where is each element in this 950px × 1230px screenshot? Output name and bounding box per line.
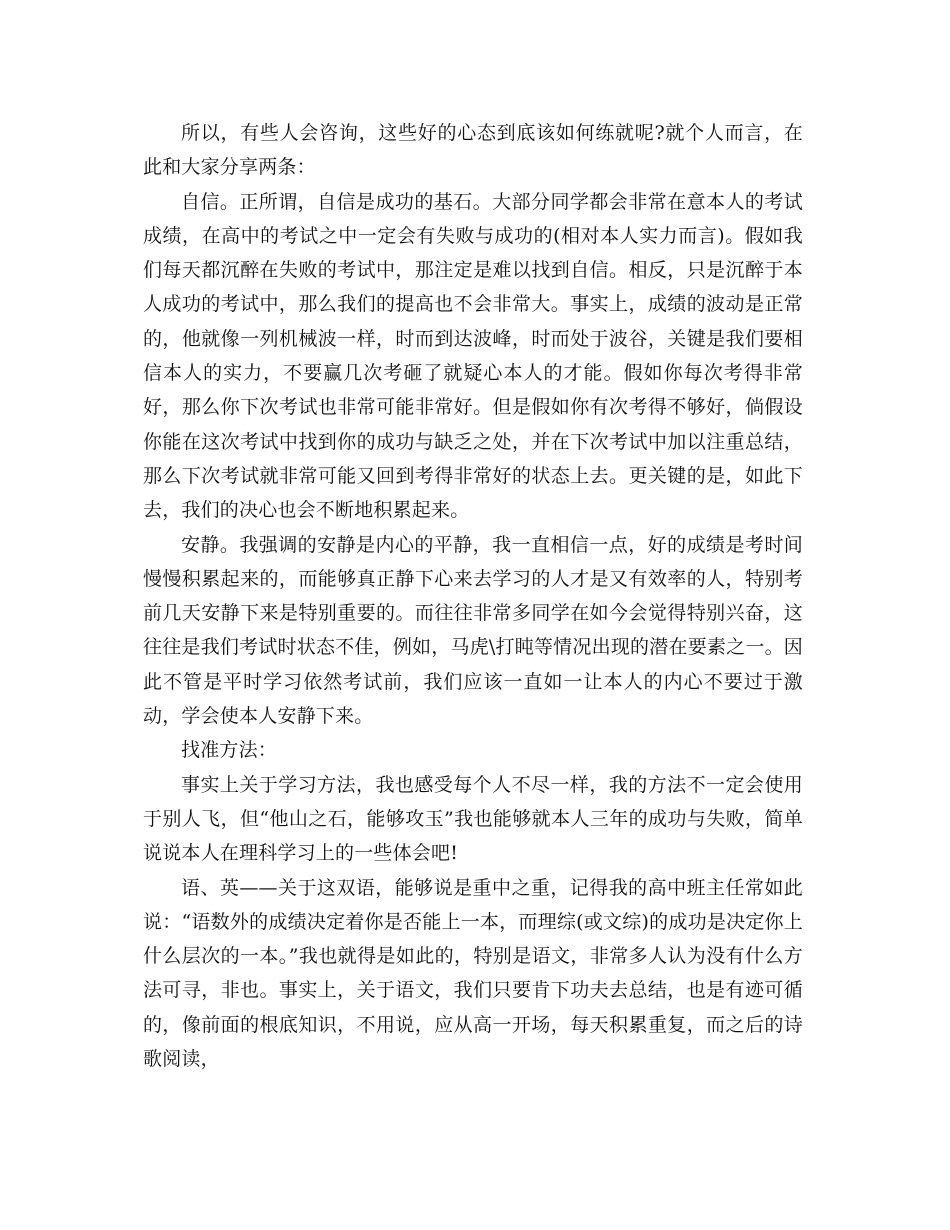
document-body bbox=[143, 116, 803, 1076]
paragraph-calm: 安静。我强调的安静是内心的平静，我一直相信一点，好的成绩是考时间慢慢积累起来的，而能够真正静下心来去学习的人才是又有效率的人，特别考前几天安静下来是特别重要的。而往往非常多同学在如今会觉得特别兴奋，这往往是我们考试时状态不佳，例如，马虎\打盹等情况出现的潜在要素之一。因此不管是平时学习依然考试前，我们应该一直如一让本人的内心不要过于激动，学会使本人安静下来。 bbox=[143, 533, 803, 728]
paragraph-method: 事实上关于学习方法，我也感受每个人不尽一样，我的方法不一定会使用于别人飞，但“他山之石，能够攻玉”我也能够就本人三年的成功与失败，简单说说本人在理科学习上的一些体会吧! bbox=[143, 773, 803, 865]
paragraph-language: 语、英——关于这双语，能够说是重中之重，记得我的高中班主任常如此说：“语数外的成绩决定着你是否能上一本，而理综(或文综)的成功是决定你上什么层次的一本。”我也就得是如此的，特别是语文，非常多人认为没有什么方法可寻，非也。事实上，关于语文，我们只要肯下功夫去总结，也是有迹可循的，像前面的根底知识，不用说，应从高一开场，每天积累重复，而之后的诗歌阅读， bbox=[143, 876, 803, 1071]
paragraph-confidence: 自信。正所谓，自信是成功的基石。大部分同学都会非常在意本人的考试成绩，在高中的考试之中一定会有失败与成功的(相对本人实力而言)。假如我们每天都沉醉在失败的考试中，那注定是难以找到自信。相反，只是沉醉于本人成功的考试中，那么我们的提高也不会非常大。事实上，成绩的波动是正常的，他就像一列机械波一样，时而到达波峰，时而处于波谷，关键是我们要相信本人的实力，不要赢几次考砸了就疑心本人的才能。假如你每次考得非常好，那么你下次考试也非常可能非常好。但是假如你有次考得不够好，倘假设你能在这次考试中找到你的成功与缺乏之处，并在下次考试中加以注重总结，那么下次考试就非常可能又回到考得非常好的状态上去。更关键的是，如此下去，我们的决心也会不断地积累起来。 bbox=[143, 190, 803, 522]
paragraph-intro: 所以，有些人会咨询，这些好的心态到底该如何练就呢?就个人而言，在此和大家分享两条： bbox=[143, 122, 803, 179]
paragraph-method-heading: 找准方法： bbox=[181, 739, 278, 762]
